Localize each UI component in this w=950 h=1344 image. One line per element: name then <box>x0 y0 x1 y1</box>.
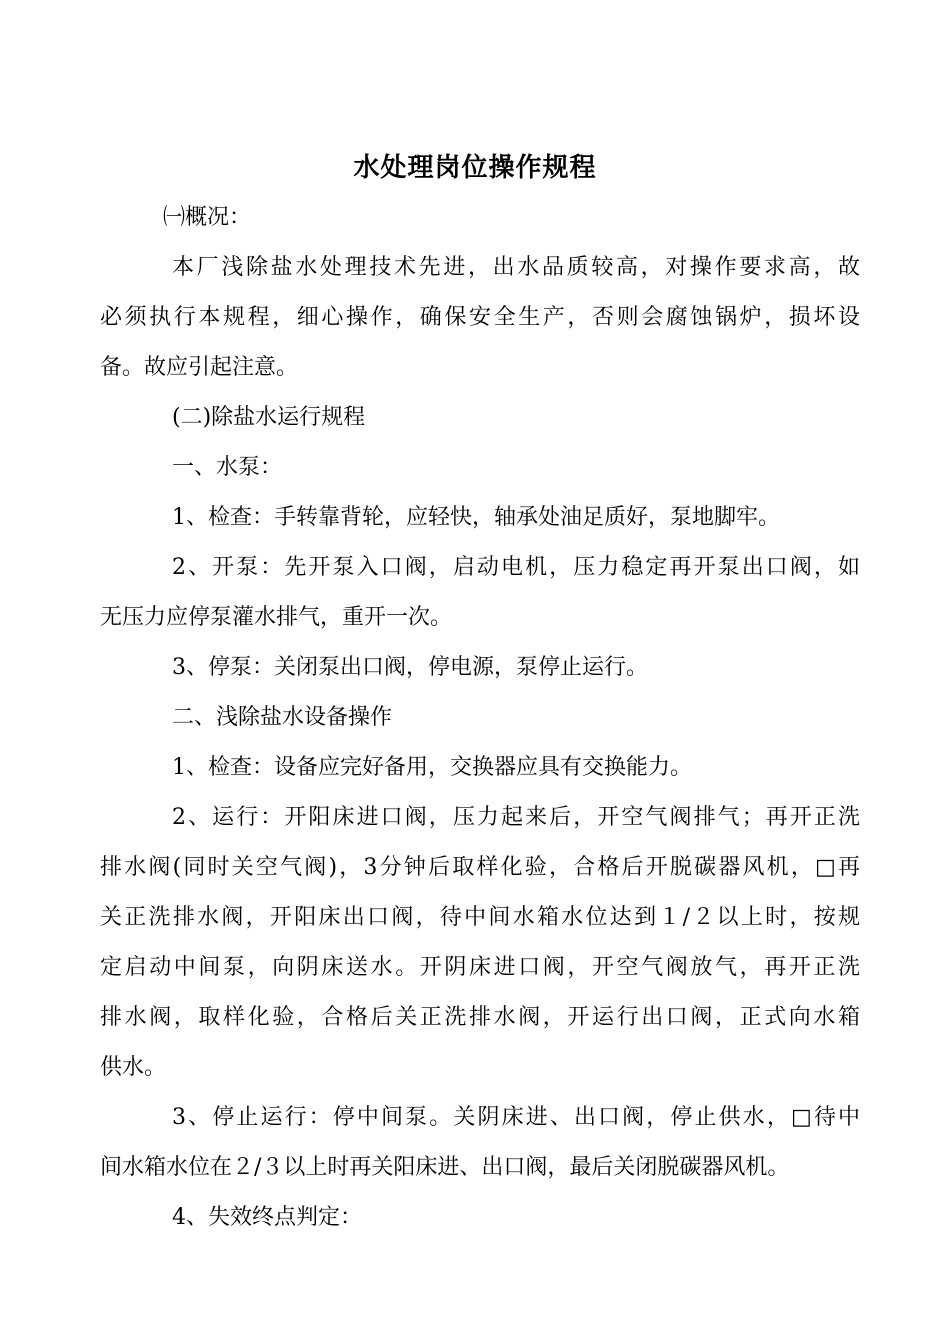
paragraph-line: 供水。 <box>100 1055 167 1080</box>
paragraph-line: 1、检查：手转靠背轮，应轻快，轴承处油足质好，泵地脚牢。 <box>172 505 780 530</box>
paragraph-line: 间水箱水位在２/３以上时再关阳床进、出口阀，最后关闭脱碳器风机。 <box>100 1155 790 1180</box>
paragraph-line: 无压力应停泵灌水排气，重开一次。 <box>100 605 453 630</box>
section-desalination-heading: (二)除盐水运行规程 <box>172 405 366 430</box>
subsection-pump-heading: 一、水泵： <box>172 455 283 480</box>
paragraph-line: 4、失效终点判定： <box>172 1205 362 1230</box>
document-title: 水处理岗位操作规程 <box>353 153 597 183</box>
paragraph-line: 排水阀(同时关空气阀)，3分钟后取样化验，合格后开脱碳器风机，□再 <box>100 855 860 880</box>
paragraph-line: 本厂浅除盐水处理技术先进，出水品质较高，对操作要求高，故 <box>172 255 860 280</box>
paragraph-line: 必须执行本规程，细心操作，确保安全生产，否则会腐蚀锅炉，损坏设 <box>100 305 860 330</box>
paragraph-line: 排水阀，取样化验，合格后关正洗排水阀，开运行出口阀，正式向水箱 <box>100 1005 860 1030</box>
paragraph-line: 2、运行：开阳床进口阀，压力起来后，开空气阀排气；再开正洗 <box>172 805 860 830</box>
paragraph-line: 1、检查：设备应完好备用，交换器应具有交换能力。 <box>172 755 692 780</box>
section-overview-heading: ㈠概况： <box>163 205 252 230</box>
paragraph-line: 备。故应引起注意。 <box>100 355 299 380</box>
paragraph-line: 3、停止运行：停中间泵。关阴床进、出口阀，停止供水，□待中 <box>172 1105 860 1130</box>
subsection-equipment-heading: 二、浅除盐水设备操作 <box>172 705 393 730</box>
paragraph-line: 关正洗排水阀，开阳床出口阀，待中间水箱水位达到１/２以上时，按规 <box>100 905 860 930</box>
paragraph-line: 定启动中间泵，向阴床送水。开阴床进口阀，开空气阀放气，再开正洗 <box>100 955 860 980</box>
paragraph-line: 3、停泵：关闭泵出口阀，停电源，泵停止运行。 <box>172 655 648 680</box>
paragraph-line: 2、开泵：先开泵入口阀，启动电机，压力稳定再开泵出口阀，如 <box>172 555 860 580</box>
